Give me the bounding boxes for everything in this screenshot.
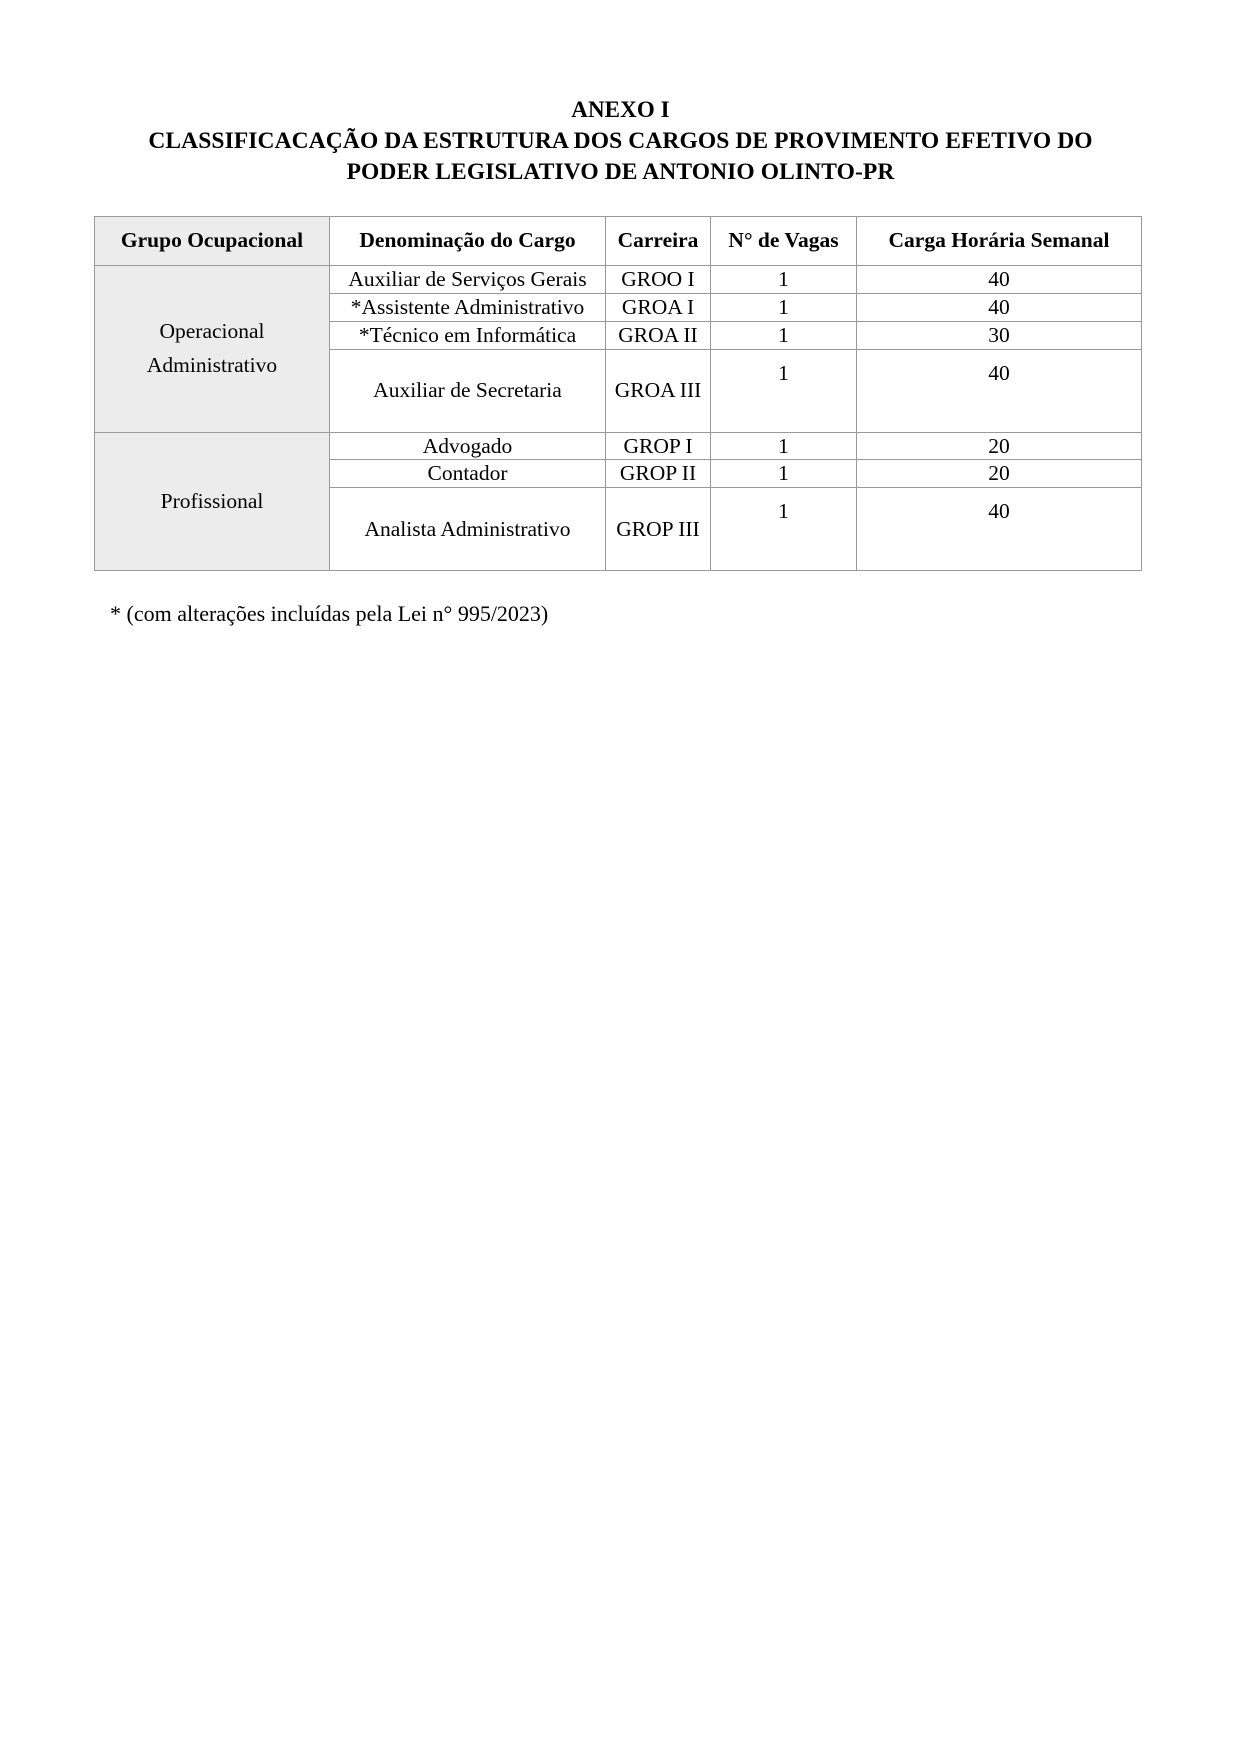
header-grupo-ocupacional: Grupo Ocupacional (95, 217, 330, 266)
cell-cargo: *Assistente Administrativo (330, 293, 606, 321)
page-title (90, 95, 1151, 188)
cell-vagas: 1 (711, 349, 857, 432)
cell-carreira: GROA II (606, 321, 711, 349)
table-row (95, 265, 1142, 293)
cell-carreira: GROA III (606, 349, 711, 432)
cell-cargo: Analista Administrativo (330, 488, 606, 571)
group-cell-operacional-administrativo (95, 265, 330, 432)
group-cell-profissional: Profissional (95, 432, 330, 571)
table-row (95, 432, 1142, 460)
table-header-row (95, 217, 1142, 266)
header-numero-vagas: N° de Vagas (711, 217, 857, 266)
cell-carreira: GROO I (606, 265, 711, 293)
cell-cargo: Contador (330, 460, 606, 488)
cell-cargo: *Técnico em Informática (330, 321, 606, 349)
cell-carreira: GROA I (606, 293, 711, 321)
header-denominacao-cargo: Denominação do Cargo (330, 217, 606, 266)
group-label-operacional: Operacional (159, 319, 265, 344)
cell-cargo: Auxiliar de Serviços Gerais (330, 265, 606, 293)
cell-cargo: Auxiliar de Secretaria (330, 349, 606, 432)
header-carreira: Carreira (606, 217, 711, 266)
cell-carga: 40 (857, 293, 1142, 321)
cell-vagas: 1 (711, 488, 857, 571)
title-line-1: ANEXO I (571, 97, 670, 122)
footnote: * (com alterações incluídas pela Lei n° 995/2023) (110, 601, 549, 627)
cell-vagas: 1 (711, 321, 857, 349)
cell-carga: 40 (857, 488, 1142, 571)
cell-carga: 20 (857, 432, 1142, 460)
cell-carga: 40 (857, 265, 1142, 293)
group-label-administrativo: Administrativo (146, 352, 278, 377)
cell-vagas: 1 (711, 293, 857, 321)
cell-carreira: GROP III (606, 488, 711, 571)
cell-carga: 40 (857, 349, 1142, 432)
cell-carga: 20 (857, 460, 1142, 488)
cell-vagas: 1 (711, 460, 857, 488)
cell-carreira: GROP I (606, 432, 711, 460)
header-carga-horaria: Carga Horária Semanal (857, 217, 1142, 266)
cell-carga: 30 (857, 321, 1142, 349)
cell-cargo: Advogado (330, 432, 606, 460)
title-line-2: CLASSIFICACAÇÃO DA ESTRUTURA DOS CARGOS DE PROVIMENTO EFETIVO DO (148, 127, 1093, 154)
cell-vagas: 1 (711, 432, 857, 460)
cell-carreira: GROP II (606, 460, 711, 488)
title-line-3: PODER LEGISLATIVO DE ANTONIO OLINTO-PR (346, 158, 895, 185)
cargos-table (94, 216, 1142, 571)
cell-vagas: 1 (711, 265, 857, 293)
